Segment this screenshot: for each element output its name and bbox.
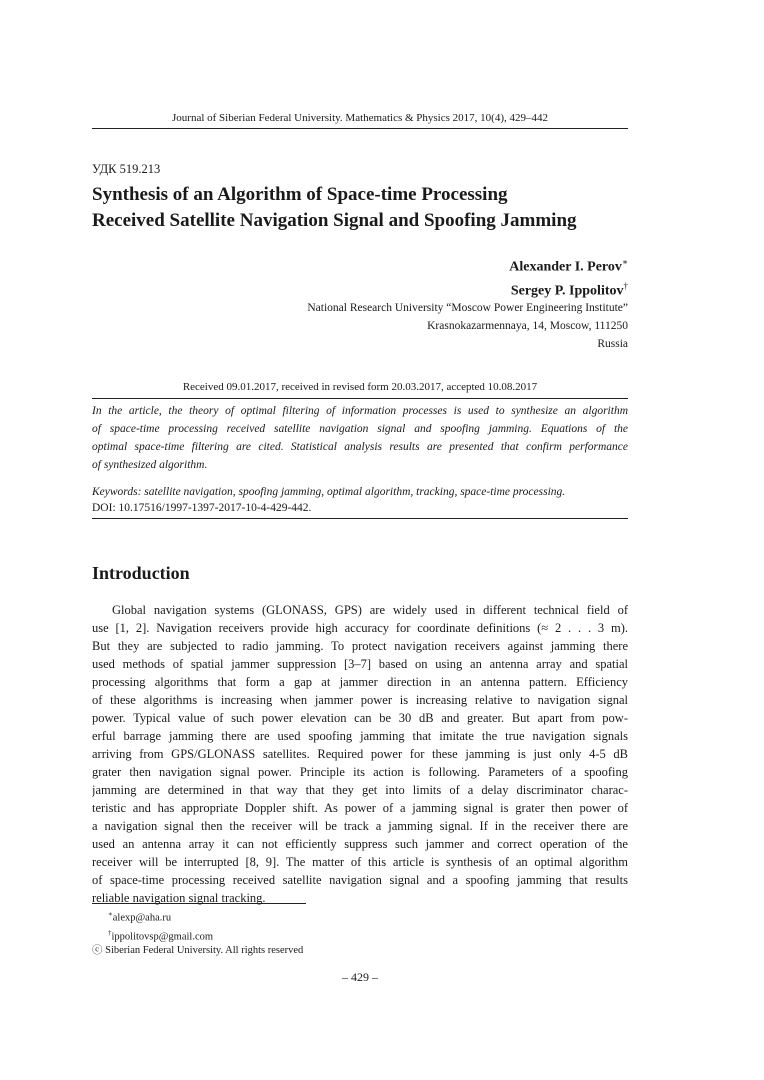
body-line: used methods of spatial jammer suppression [3–7] based on using an antenna array and spatial [92,657,628,671]
footnote-rule [92,903,306,904]
title-line-2: Received Satellite Navigation Signal and Spoofing Jamming [92,210,577,231]
body-line: erful barrage jamming there are used spoofing jamming that imitate the true navigation signals [92,729,628,743]
author-2 [511,281,628,300]
author-email-link[interactable]: ippolitovsp@gmail.com [111,931,214,942]
body-line: arriving from GPS/GLONASS satellites. Required power for these jamming is just only 4-5 dB [92,747,628,761]
body-line: teristic and has appropriate Doppler shift. As power of a jamming signal is grater then power of [92,801,628,815]
body-line: use [1, 2]. Navigation receivers provide high accuracy for coordinate definitions (≈ 2 . . . 3 m). [92,621,628,635]
body-line: power. Typical value of such power elevation can be 30 dB and greater. But apart from pow- [92,711,628,725]
body-line: But they are subjected to radio jamming. To protect navigation receivers against jamming there [92,639,628,653]
footnote-mark: † [108,928,112,937]
author-name: Alexander I. Perov [509,259,622,275]
body-line: used an antenna array it can not efficiently suppress such jammer and correct operation of the [92,837,628,851]
author-email-link[interactable]: alexp@aha.ru [112,912,172,924]
body-line: of these algorithms is increasing when jammer power is increasing relative to navigation signal [92,693,628,707]
page-number: – 429 – [342,970,378,984]
footnote-mark: ∗ [108,910,113,918]
udk-code: УДК 519.213 [92,162,161,176]
affiliation-line-3: Russia [597,338,628,350]
running-head: Journal of Siberian Federal University. Mathematics & Physics 2017, 10(4), 429–442 [172,112,548,124]
author-name: Sergey P. Ippolitov [510,283,624,299]
abstract-line: of synthesized algorithm. [92,459,208,471]
section-title-introduction: Introduction [92,563,190,583]
introduction-body [92,601,628,907]
abstract-top-rule [92,398,628,399]
body-line: reliable navigation signal tracking. [92,891,266,905]
abstract-line: of space-time processing received satellite navigation signal and spoofing jamming. Equations of the [92,423,628,435]
author-mark: † [623,281,628,291]
abstract-bottom-rule [92,518,628,519]
affiliation-line-2: Krasnokazarmennaya, 14, Moscow, 111250 [427,320,628,332]
footnote-2 [108,926,303,945]
body-line: receiver will be interrupted [8, 9]. The matter of this article is synthesis of an optimal algorithm [92,855,628,869]
keywords-block [92,484,628,516]
body-line: grater then navigation signal power. Principle its action is following. Parameters of a spoofing [92,765,628,779]
body-line: jamming are determined in that way that they get into limits of a delay discriminator charac- [92,783,628,797]
body-line: processing algorithms that form a gap at jammer direction in an antenna pattern. Efficiency [92,675,628,689]
doi: DOI: 10.17516/1997-1397-2017-10-4-429-442. [92,502,312,514]
author-mark: ∗ [621,257,628,267]
body-line: of space-time processing received satellite navigation signal and a spoofing jamming that results [92,873,628,887]
footnotes [92,907,304,958]
header-rule [92,128,628,129]
copyright-notice: ⓒ Siberian Federal University. All rights reserved [92,945,304,956]
abstract [92,402,628,474]
abstract-line: optimal space-time filtering are cited. Statistical analysis results are presented that confirm performance [92,441,628,453]
body-line: a navigation signal then the receiver will be track a jamming signal. If in the receiver there are [92,819,628,833]
body-line: Global navigation systems (GLONASS, GPS) are widely used in different technical field of [112,603,628,617]
keywords: Keywords: satellite navigation, spoofing jamming, optimal algorithm, tracking, space-time processing. [92,486,566,498]
author-1 [509,257,628,276]
footnote-1 [108,907,303,926]
received-dates: Received 09.01.2017, received in revised form 20.03.2017, accepted 10.08.2017 [182,381,538,393]
paper-title [92,182,652,234]
title-line-1: Synthesis of an Algorithm of Space-time Processing [92,184,508,205]
abstract-line: In the article, the theory of optimal filtering of information processes is used to synthesize an algorithm [92,405,628,417]
affiliation-line-1: National Research University “Moscow Power Engineering Institute” [307,302,628,314]
